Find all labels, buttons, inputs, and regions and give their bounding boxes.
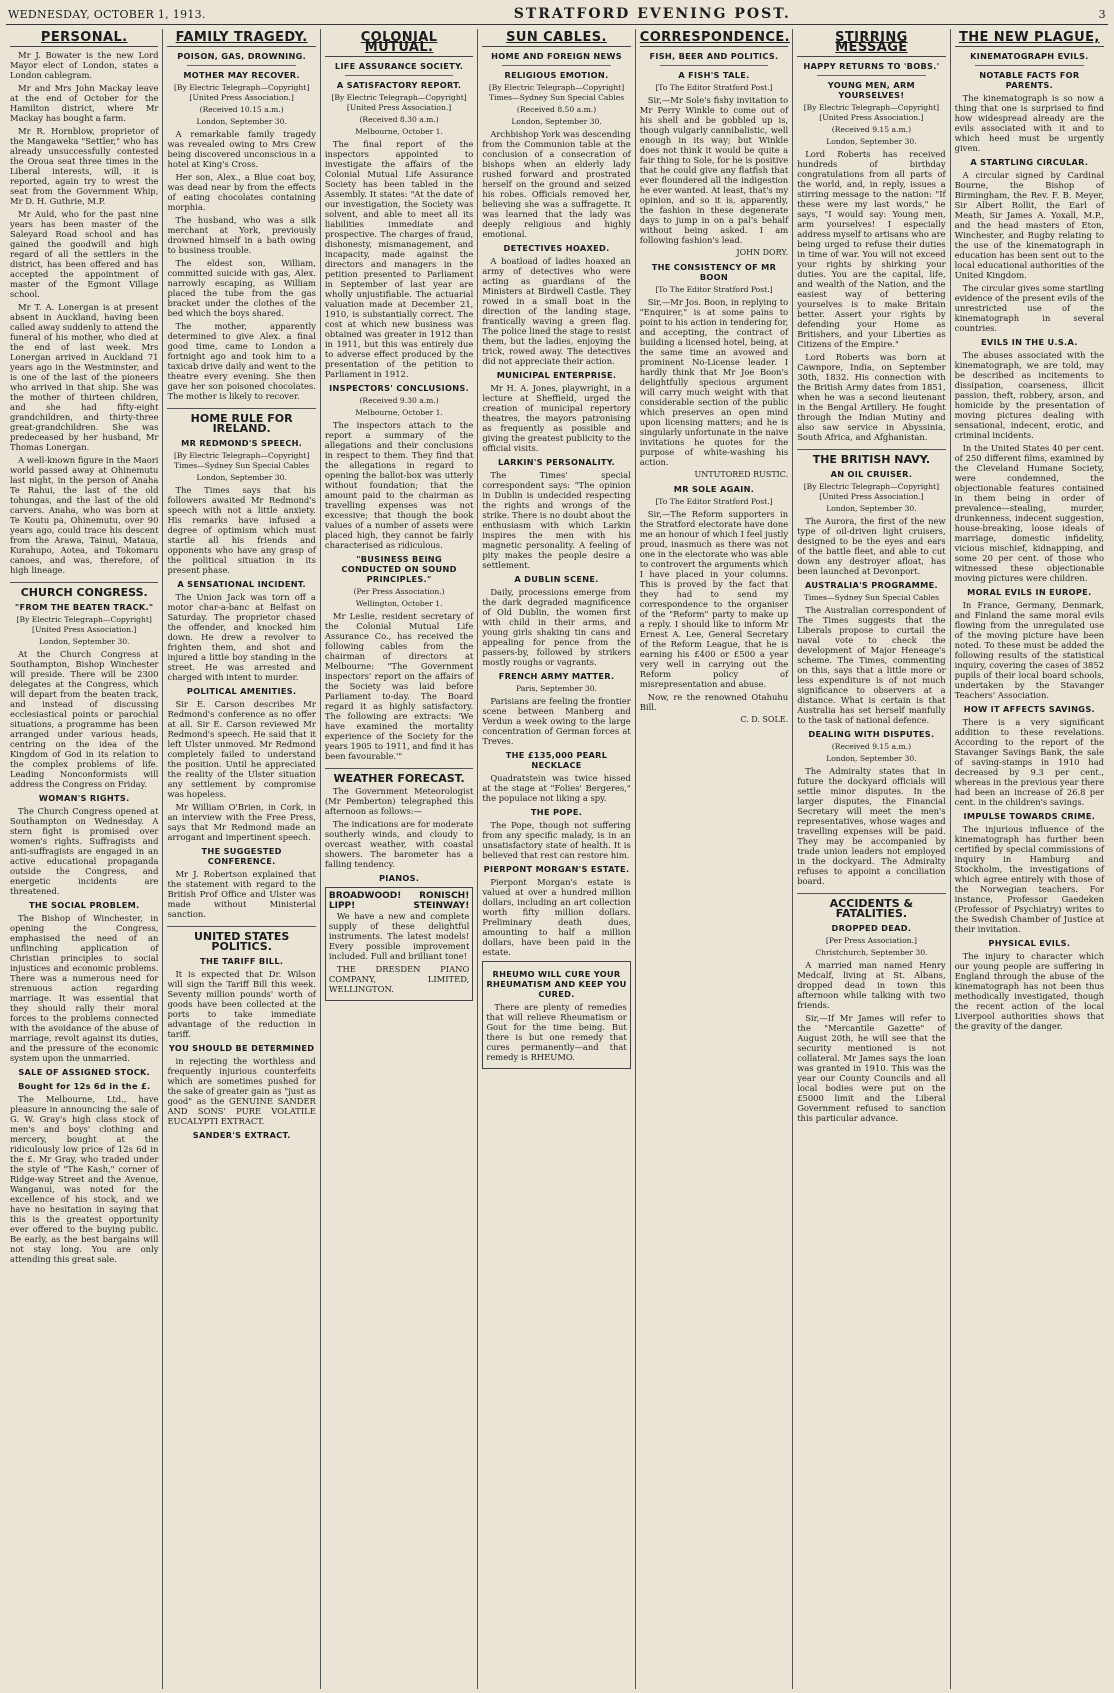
subheading: PIANOS.	[378, 873, 420, 883]
paragraph: The Pope, though not suffering from any specific malady, is in an unsatisfactory state of health. It is believed that rest can restore him.	[482, 820, 631, 860]
subheading: LIFE ASSURANCE SOCIETY.	[334, 61, 464, 71]
column-personal	[6, 29, 163, 1689]
subheading: A DUBLIN SCENE.	[514, 574, 599, 584]
ad-brand: RONISCH!	[419, 891, 470, 901]
article-heading: WEATHER FORECAST.	[325, 768, 473, 784]
column-family-tragedy	[163, 29, 320, 1689]
paragraph: The Melbourne, Ltd., have pleasure in announcing the sale of G. W. Gray's high class stock of men's and boys' clothing and mercery, bought at the ridiculously low price of 12s 6d in the £. Mr Gray, who traded under the style of "The Kash," corner of Ridge-way Street and the Avenue, Wanganui, was noted for the excellence of his stock, and we have no hesitation in saying that this is the greatest opportunity ever offered to the buying public. Be early, as the best bargains will not stay long. You are only attending this great sale.	[10, 1094, 159, 1264]
credit-line: [By Electric Telegraph—Copyright] [United Press Association.]	[16, 615, 152, 634]
dateline: Melbourne, October 1.	[355, 127, 443, 136]
dateline: London, September 30.	[196, 473, 287, 482]
signature: C. D. SOLE.	[740, 715, 789, 724]
subheading: SANDER'S EXTRACT.	[192, 1130, 291, 1140]
paragraph: Her son, Alex., a Blue coat boy, was dead near by from the effects of eating chocolates containing morphia.	[167, 172, 316, 212]
subheading: POISON, GAS, DROWNING.	[177, 51, 307, 61]
paragraph: The mother, apparently determined to give Alex. a final good time, came to London a fortnight ago and took him to a taxicab drive daily and went to the theatre every evening. She then gave her son poisoned chocolates. The mother is likely to recover.	[167, 321, 316, 401]
subheading: EVILS IN THE U.S.A.	[981, 337, 1078, 347]
paragraph: Mr J. Bowater is the new Lord Mayor elect of London, states a London cablegram.	[10, 50, 159, 80]
paragraph: Sir,—Mr Sole's fishy invitation to Mr Perry Winkle to come out of his shell and be gobbled up is, though vulgarly cannibalistic, well enough in its way; but Winkle does not think it would be quite a fair thing to Sole, for he is positive that he could give any flatfish that ever floundered all the indigestion he ever wanted. At least, that's my opinion, and so it is, apparently, the fashion in these degenerate days to jump in on a pal's behalf without being asked. I am following fashion's lead.	[639, 95, 789, 245]
paragraph: A well-known figure in the Maori world passed away at Ohinemutu last night, in the person of Anaha Te Rahui, the last of the old tohungas, and the last of the old carvers. Anaha, who was born at Te Koutu pa, Ohinemutu, over 90 years ago, could trace his descent from the Arawa, Tainui, Mataua, Kurahupo, Aotea, and Tokomaru canoes, and was, therefore, of high lineage.	[10, 455, 159, 575]
paragraph: There is a very significant addition to these revelations. According to the report of the Stavanger Savings Bank, the sale of saving-stamps in 1910 had decreased by 9.3 per cent., whereas in the previous year there had been an increase of 26.8 per cent. in the children's savings.	[954, 717, 1105, 807]
subheading: THE POPE.	[530, 807, 583, 817]
divider	[345, 75, 453, 76]
subheading: THE £135,000 PEARL NECKLACE	[505, 750, 608, 770]
column-heading: FAMILY TRAGEDY.	[167, 33, 315, 47]
paragraph: Archbishop York was descending from the Communion table at the conclusion of a consecration of bishops when an elderly lady rushed forward and prostrated herself on the ground and seized his robes. Officials removed her, believing she was a suffragette. It was learned that the lady was deeply religious and highly emotional.	[482, 129, 631, 239]
credit-line: [To The Editor Stratford Post.]	[655, 497, 773, 506]
paragraph: The Times' special correspondent says: "The opinion in Dublin is undecided respecting the rights and wrongs of the strike. There is no doubt about the enthusiasm with which Larkin inspires the men with his magnetic personality. A feeling of pity makes the people desire a settlement.	[482, 470, 631, 570]
ad-brand: STEINWAY!	[413, 901, 470, 911]
subheading: "FROM THE BEATEN TRACK."	[14, 602, 154, 612]
paragraph: The Church Congress opened at Southampton on Wednesday. A stern fight is promised over women's rights. Suffragists and anti-suffragists are engaged in an active educational propaganda outside the Congress, and energetic incidents are threatened.	[10, 806, 159, 896]
subheading: MR SOLE AGAIN.	[673, 484, 755, 494]
credit-line: [By Electric Telegraph—Copyright] [United Press Association.]	[803, 482, 940, 501]
dateline: Wellington, October 1.	[355, 599, 443, 608]
dateline: Melbourne, October 1.	[355, 408, 443, 417]
dateline: London, September 30.	[826, 137, 917, 146]
paragraph: Lord Roberts has received hundreds of birthday congratulations from all parts of the world, and, in reply, issues a stirring message to the nation: "If these were my last words," he says, "I would say: Young men, arm yourselves! I especially address myself to artisans who are being urged to refuse their duties in time of war. You will not exceed your rights by shirking your duties. You are the capital, life, and wealth of the Nation, and the easiest way of bettering yourselves is to make Britain better. Assert your rights by defending your Home as Britishers, and your Liberties as Citizens of the Empire."	[797, 149, 946, 349]
subheading: A FISH'S TALE.	[678, 70, 750, 80]
subheading: MR REDMOND'S SPEECH.	[181, 438, 303, 448]
credit-line: [Per Press Association.]	[825, 936, 917, 945]
paragraph: The injurious influence of the kinematograph has further been certified by special commissions of inquiry in Hamburg and Stockholm, the investigations of which agree entirely with those of the Norwegian teachers. For instance, Professor Gaedeken (Professor of Psychiatry) writes to the Swedish Chamber of Justice at their invitation.	[954, 824, 1105, 934]
subheading: PHYSICAL EVILS.	[988, 938, 1071, 948]
subheading: A SATISFACTORY REPORT.	[336, 80, 462, 90]
paragraph: The indications are for moderate southerly winds, and cloudy to overcast weather, with coastal showers. The barometer has a falling tendency.	[324, 819, 474, 869]
subheading: "BUSINESS BEING CONDUCTED ON SOUND PRINCIPLES."	[341, 554, 457, 584]
paragraph: Pierpont Morgan's estate is valued at over a hundred million dollars, including an art collection worth fifty million dollars. Preliminary death dues, amounting to half a million dollars, have been paid in the estate.	[482, 877, 631, 957]
credit-line: [By Electric Telegraph—Copyright] Times—Sydney Sun Special Cables	[488, 83, 625, 102]
subheading: LARKIN'S PERSONALITY.	[497, 457, 616, 467]
subheading: YOU SHOULD BE DETERMINED	[168, 1043, 315, 1053]
subheading: AUSTRALIA'S PROGRAMME.	[804, 580, 938, 590]
subheading: DETECTIVES HOAXED.	[503, 243, 610, 253]
subheading: THE SOCIAL PROBLEM.	[28, 900, 140, 910]
masthead-title: STRATFORD EVENING POST.	[513, 6, 791, 22]
subheading: AN OIL CRUISER.	[830, 469, 913, 479]
divider	[187, 65, 295, 66]
credit-line: [By Electric Telegraph—Copyright] [United Press Association.]	[173, 83, 310, 102]
columns	[6, 29, 1108, 1689]
column-heading: COLONIAL MUTUAL.	[325, 33, 473, 57]
subheading: THE SUGGESTED CONFERENCE.	[201, 846, 282, 866]
subheading: NOTABLE FACTS FOR PARENTS.	[979, 70, 1080, 90]
credit-line: [By Electric Telegraph—Copyright] [United Press Association.]	[803, 103, 940, 122]
subheading: A SENSATIONAL INCIDENT.	[177, 579, 306, 589]
article-heading: HOME RULE FOR IRELAND.	[167, 408, 315, 434]
subheading: YOUNG MEN, ARM YOURSELVES!	[827, 80, 916, 100]
paragraph: The Times says that his followers awaited Mr Redmond's speech with not a little anxiety. His remarks have infused a degree of optimism which must startle all his friends and opponents who have any grasp of the political situation in its present phase.	[167, 485, 316, 575]
subheading: RHEUMO WILL CURE YOUR RHEUMATISM AND KEEP YOU CURED.	[486, 969, 627, 999]
paragraph: There are plenty of remedies that will relieve Rheumatism or Gout for the time being. But there is but one remedy that cures permanently—and that remedy is RHEUMO.	[486, 1002, 627, 1062]
divider	[817, 75, 925, 76]
dateline: London, September 30.	[826, 504, 917, 513]
paragraph: Sir,—Mr Jos. Boon, in replying to "Enquirer," is at some pains to point to his action in tendering for, and accepting, the contract of building a licensed hotel, being, at the same time an avowed and prominent No-License leader. I hardly think that Mr Joe Boon's delightfully specious argument will carry much weight with that considerable section of the public which preserves an open mind upon licensing matters; and he is singularly unfortunate in the naive invitations he quotes for the purpose of white-washing his action.	[639, 297, 789, 467]
received-line: (Received 9.15 a.m.)	[831, 742, 912, 751]
paragraph: Lord Roberts was born at Cawnpore, India, on September 30th, 1832. His connection with the British Army dates from 1851, when he was a second lieutenant in the Bengal Artillery. He fought through the Indian Mutiny and also saw service in Abyssinia, South Africa, and Afghanistan.	[797, 352, 946, 442]
credit-line: [By Electric Telegraph—Copyright] [United Press Association.]	[331, 93, 467, 112]
column-correspondence	[636, 29, 793, 1689]
subheading: FRENCH ARMY MATTER.	[498, 671, 615, 681]
credit-line: [To The Editor Stratford Post.]	[655, 285, 773, 294]
subheading: HOW IT AFFECTS SAVINGS.	[963, 704, 1095, 714]
paragraph: The injury to character which our young people are suffering in England through the abuse of the kinematograph has not been thus methodically investigated, though the recent action of the local Liverpool authorities shows that the gravity of the danger.	[954, 951, 1105, 1031]
paragraph: The circular gives some startling evidence of the present evils of the unrestricted use of the kinematograph in several countries.	[954, 283, 1105, 333]
ad-row	[329, 901, 469, 911]
paragraph: The husband, who was a silk merchant at York, previously drowned himself in a bath owing to business trouble.	[167, 215, 316, 255]
article-heading: CHURCH CONGRESS.	[10, 582, 158, 598]
subheading: SALE OF ASSIGNED STOCK.	[18, 1067, 151, 1077]
paragraph: Daily, processions emerge from the dark degraded magnificence of Old Dublin, the women first with child in their arms, and young girls shaking tin cans and appealing for pence from the passers-by, followed by strikers mostly roughs or vagrants.	[482, 587, 631, 667]
paragraph: The Admiralty states that in future the dockyard officials will settle minor disputes. In the larger disputes, the Financial Secretary will meet the men's representatives, whose wages and travelling expenses will be paid. They may be accompanied by trade union leaders not employed in the dockyard. The Admiralty refuses to appoint a conciliation board.	[797, 766, 946, 886]
paragraph: The inspectors attach to the report a summary of the allegations and their conclusions in respect to them. They find that the allegations in regard to opening the ballot-box was utterly without foundation; that the amount paid to the chairman as travelling expenses was not excessive; that though the book values of a number of assets were placed high, they cannot be fairly characterised as ridiculous.	[324, 420, 474, 550]
received-line: (Received 9.30 a.m.)	[359, 396, 439, 405]
paragraph: Parisians are feeling the frontier scene between Manberg and Verdun a week owing to the large concentration of German forces at Treves.	[482, 696, 631, 746]
paragraph: A remarkable family tragedy was revealed owing to Mrs Crew being discovered unconscious in a hotel at King's Cross.	[167, 129, 316, 169]
dateline: London, September 30.	[826, 754, 917, 763]
paragraph: Mr R. Hornblow, proprietor of the Mangaweka "Settler," who has already unsuccessfully contested the Oroua seat three times in the Liberal interests, will, it is reported, again try to wrest the seat from the Government Whip, Mr D. H. Guthrie, M.P.	[10, 126, 159, 206]
signature: UNTUTORED RUSTIC.	[694, 470, 789, 479]
divider	[502, 65, 610, 66]
paragraph: A circular signed by Cardinal Bourne, the Bishop of Birmingham, the Rev. F. B. Meyer, Sir Albert Rollit, the Earl of Meath, Sir James A. Yoxall, M.P., and the head masters of Eton, Winchester, and Rugby relating to the use of the kinematograph in education has been sent out to the local educational authorities of the United Kingdom.	[954, 170, 1105, 280]
subheading: THE TARIFF BILL.	[200, 956, 284, 966]
dateline: London, September 30.	[511, 117, 602, 126]
subheading: DEALING WITH DISPUTES.	[808, 729, 935, 739]
paragraph: It is expected that Dr. Wilson will sign the Tariff Bill this week. Seventy million pounds' worth of goods have been collected at the ports to take immediate advantage of the reduction in tariff.	[167, 969, 316, 1039]
article-heading: THE BRITISH NAVY.	[797, 449, 945, 465]
rheumo-advertisement	[482, 961, 630, 1069]
paragraph: Sir,—If Mr James will refer to the "Mercantile Gazette" of August 20th, he will see that the security mentioned is not collateral. Mr James says the loan was granted in 1910. This was the year our County Councils and all local bodies were put on the £5000 limit and the Liberal Government refused to sanction this particular advance.	[797, 1013, 946, 1123]
credit-line: (Per Press Association.)	[353, 587, 445, 596]
paragraph: in rejecting the worthless and frequently injurious counterfeits which are sometimes pushed for the sake of greater gain as "just as good" as the GENUINE SANDER AND SONS' PURE VOLATILE EUCALYPTI EXTRACT.	[167, 1056, 316, 1126]
received-line: (Received 8.30 a.m.)	[359, 115, 439, 124]
paragraph: In the United States 40 per cent. of 250 different films, examined by the Cleveland Humane Society, were condemned, the objectionable features contained in them being in order of prevalence—stealing, murder, drunkenness, indecent suggestion, house-breaking, loose ideals of marriage, domestic infidelity, vicious mischief, kidnapping, and some 20 per cent. of those who witnessed these objectionable moving pictures were children.	[954, 443, 1105, 583]
subheading: KINEMATOGRAPH EVILS.	[970, 51, 1089, 61]
received-line: (Received 9.15 a.m.)	[831, 125, 912, 134]
subheading: MORAL EVILS IN EUROPE.	[967, 587, 1092, 597]
subheading: MUNICIPAL ENTERPRISE.	[496, 370, 617, 380]
paragraph: THE DRESDEN PIANO COMPANY, LIMITED, WELLINGTON.	[328, 964, 470, 994]
ad-brand: LIPP!	[328, 901, 356, 911]
paragraph: Sir,—The Reform supporters in the Stratford electorate have done me an honour of which I feel justly proud, inasmuch as there was not one in the electorate who was able to controvert the arguments which I have placed in your columns. This is proved by the fact that they had to send my correspondence to the organiser of the "Reform" party to make up a reply. I should like to inform Mr Ernest A. Lee, General Secretary of the Reform League, that he is earning his £400 or £500 a year very well in carrying out the Reform policy of misrepresentation and abuse.	[639, 509, 789, 689]
subheading: FISH, BEER AND POLITICS.	[649, 51, 779, 61]
column-colonial-mutual	[321, 29, 478, 1689]
dateline: London, September 30.	[196, 117, 287, 126]
subheading: A STARTLING CIRCULAR.	[970, 157, 1089, 167]
paragraph: Mr and Mrs John Mackay leave at the end of October for the Hamilton district, where Mr Mackay has bought a farm.	[10, 83, 159, 123]
subheading: PIERPONT MORGAN'S ESTATE.	[483, 864, 630, 874]
paragraph: The Aurora, the first of the new type of oil-driven light cruisers, designed to be the eyes and ears of the battle fleet, and able to cut down any destroyer afloat, has been launched at Devonport.	[797, 516, 946, 576]
paragraph: Mr H. A. Jones, playwright, in a lecture at Sheffield, urged the creation of municipal repertory theatres, the mayors patronising as frequently as possible and giving the greatest publicity to the official visits.	[482, 383, 631, 453]
paragraph: The Australian correspondent of The Times suggests that the Liberals propose to curtail the naval vote to check the development of Major Heneage's scheme. The Times, commenting on this, says that a little more or less expenditure is of not much significance to observers at a distance. What is certain is that Australia has set herself manfully to the task of national defence.	[797, 605, 946, 725]
paragraph: We have a new and complete supply of these delightful instruments. The latest models! Every possible improvement included. Full and brilliant tone!	[328, 911, 470, 961]
ad-brand: BROADWOOD!	[328, 891, 402, 901]
paragraph: The kinematograph is so now a thing that one is surprised to find how widespread already are the evils associated with it and to which heed must be urgently given.	[954, 93, 1105, 153]
credit-line: [By Electric Telegraph—Copyright] Times—Sydney Sun Special Cables	[173, 451, 310, 470]
masthead	[6, 6, 1108, 25]
received-line: (Received 10.15 a.m.)	[199, 105, 284, 114]
paragraph: The abuses associated with the kinematograph, we are told, may be described as incitements to dissipation, coarseness, illicit passion, theft, robbery, arson, and homicide by the presentation of moving pictures dealing with sensational, indecent, erotic, and criminal incidents.	[954, 350, 1105, 440]
ad-row	[329, 891, 469, 901]
paragraph: Mr J. Robertson explained that the statement with regard to the British Prof Office and Ulster was made without Ministerial sanction.	[167, 869, 316, 919]
paragraph: Mr Leslie, resident secretary of the Colonial Mutual Life Assurance Co., has received the following cables from the chairman of directors at Melbourne: "The Government inspectors' report on the affairs of the Society was laid before Parliament to-day. The Board regard it as highly satisfactory. The following are extracts: 'We have examined the mortality experience of the Society for the years 1905 to 1911, and find it has been favourable.'"	[324, 611, 474, 761]
subheading: RELIGIOUS EMOTION.	[504, 70, 609, 80]
paragraph: The eldest son, William, committed suicide with gas, Alex. narrowly escaping, as William placed the tube from the gas bracket under the clothes of the bed which the boys shared.	[167, 258, 316, 318]
divider	[975, 65, 1084, 66]
credit-line: [To The Editor Stratford Post.]	[655, 83, 773, 92]
paragraph: A married man named Henry Medcalf, living at St. Albans, dropped dead in town this afternoon while talking with two friends.	[797, 960, 946, 1010]
paragraph: Now, re the renowned Otahuhu Bill.	[639, 692, 789, 712]
paragraph: In France, Germany, Denmark, and Finland the same moral evils flowing from the unregulated use of the moving picture have been noted. To these must be added the following results of the statistical inquiry, covering the cases of 3852 pupils of their local board schools, undertaken by the Stavanger Teachers' Association.	[954, 600, 1105, 700]
paragraph: Mr T. A. Lonergan is at present absent in Auckland, having been called away suddenly to attend the funeral of his mother, who died at the end of last week. Mrs Lonergan arrived in Auckland 71 years ago in the Westminster, and is one of the last of the pioneers who arrived in that ship. She was the mother of thirteen children, and she had fifty-eight grandchildren, and thirty-three great-grandchildren. She was predeceased by her husband, Mr Thomas Lonergan.	[10, 302, 159, 452]
column-new-plague	[951, 29, 1108, 1689]
page-number: 3	[1098, 8, 1106, 21]
subheading: THE CONSISTENCY OF MR BOON	[651, 262, 777, 282]
dateline: Paris, September 30.	[516, 684, 597, 693]
received-line: (Received 8.50 a.m.)	[516, 105, 597, 114]
signature: JOHN DORY.	[736, 248, 789, 257]
column-heading: THE NEW PLAGUE,	[955, 33, 1104, 47]
subheading: INSPECTORS' CONCLUSIONS.	[329, 383, 470, 393]
dateline: Christchurch, September 30.	[815, 948, 928, 957]
masthead-date: WEDNESDAY, OCTOBER 1, 1913.	[8, 8, 206, 21]
subheading: HOME AND FOREIGN NEWS	[491, 51, 622, 61]
column-sun-cables	[478, 29, 635, 1689]
column-heading: PERSONAL.	[10, 33, 158, 47]
paragraph: At the Church Congress at Southampton, Bishop Winchester will preside. There will be 2300 delegates at the Congress, which will depart from the beaten track, and instead of discussing ecclesiastical points or parochial situations, a programme has been arranged under various heads, centring on the idea of the Kingdom of God in its relation to the complex problems of life. Leading Nonconformists will address the Congress on Friday.	[10, 649, 159, 789]
subheading: MOTHER MAY RECOVER.	[183, 70, 300, 80]
column-heading: CORRESPONDENCE.	[639, 30, 790, 45]
subheading: WOMAN'S RIGHTS.	[38, 793, 130, 803]
paragraph: Mr William O'Brien, in Cork, in an interview with the Free Press, says that Mr Redmond made an arrogant and impertinent speech.	[167, 802, 316, 842]
paragraph: Sir E. Carson describes Mr Redmond's conference as no offer at all. Sir E. Carson reviewed Mr Redmond's speech. He said that it left Ulster unmoved. Mr Redmond completely failed to understand the position. Until he appreciated the reality of the Ulster situation any settlement by compromise was hopeless.	[167, 699, 316, 799]
subheading: DROPPED DEAD.	[831, 923, 912, 933]
paragraph: The Bishop of Winchester, in opening the Congress, emphasised the need of an unflinching application of Christian principles to social injustices and economic problems. There was a numerous need for strenuous action regarding marriage. It was essential that they should rally their moral forces to the problems connected with the avoidance of the abuse of marriage, revolt against its duties, and the pressure of the economic system upon the unmarried.	[10, 913, 159, 1063]
paragraph: The Government Meteorologist (Mr Pemberton) telegraphed this afternoon as follows:—	[324, 786, 474, 816]
dateline: London, September 30.	[39, 637, 130, 646]
column-heading: STIRRING MESSAGE	[797, 33, 945, 57]
paragraph: The Union Jack was torn off a motor char-a-banc at Belfast on Saturday. The proprietor chased the offender, and knocked him down. He drew a revolver to frighten them, and shot and injured a little boy standing in the street. He was arrested and charged with intent to murder.	[167, 592, 316, 682]
subheading: HAPPY RETURNS TO 'BOBS.'	[803, 61, 940, 71]
piano-advertisement	[325, 887, 473, 1001]
credit-line: Times—Sydney Sun Special Cables	[803, 593, 939, 602]
paragraph: The final report of the inspectors appointed to investigate the affairs of the Colonial Mutual Life Assurance Society has been tabled in the Assembly. It states: "At the date of our investigation, the Society was solvent, and able to meet all its liabilities immediate and prospective. The charges of fraud, dishonesty, mismanagement, and incapacity, made against the directors and managers in the petition presented to Parliament in September of last year are wholly unjustifiable. The actuarial valuation made at December 21, 1910, is substantially correct. The cost at which new business was obtained was greater in 1912 than in 1911, but this was entirely due to adverse effect produced by the presentation of the petition to Parliament in 1912.	[324, 139, 474, 379]
subheading: Bought for 12s 6d in the £.	[18, 1081, 151, 1091]
subheading: IMPULSE TOWARDS CRIME.	[963, 811, 1096, 821]
column-heading: SUN CABLES.	[482, 33, 630, 47]
paragraph: Mr Auld, who for the past nine years has been master of the Saleyard Road school and has gained the goodwill and high regard of all the settlers in the district, has been offered and has accepted the appointment of master of the Egmont Village school.	[10, 209, 159, 299]
column-stirring-message	[793, 29, 950, 1689]
divider	[660, 65, 768, 66]
subheading: POLITICAL AMENITIES.	[186, 686, 297, 696]
paragraph: Quadratstein was twice hissed at the stage at "Folies' Bergeres," the populace not liking a spy.	[482, 773, 631, 803]
article-heading: UNITED STATES POLITICS.	[167, 926, 315, 952]
paragraph: A boatload of ladies hoaxed an army of detectives who were acting as guardians of the Ministers at Birdwell Castle. They rowed in a small boat in the direction of the landing stage, frantically waving a green flag. The police lined the stage to resist them, but the ladies, enjoying the trick, rowed away. The detectives did not appreciate their action.	[482, 256, 631, 366]
article-heading: ACCIDENTS & FATALITIES.	[797, 893, 945, 919]
